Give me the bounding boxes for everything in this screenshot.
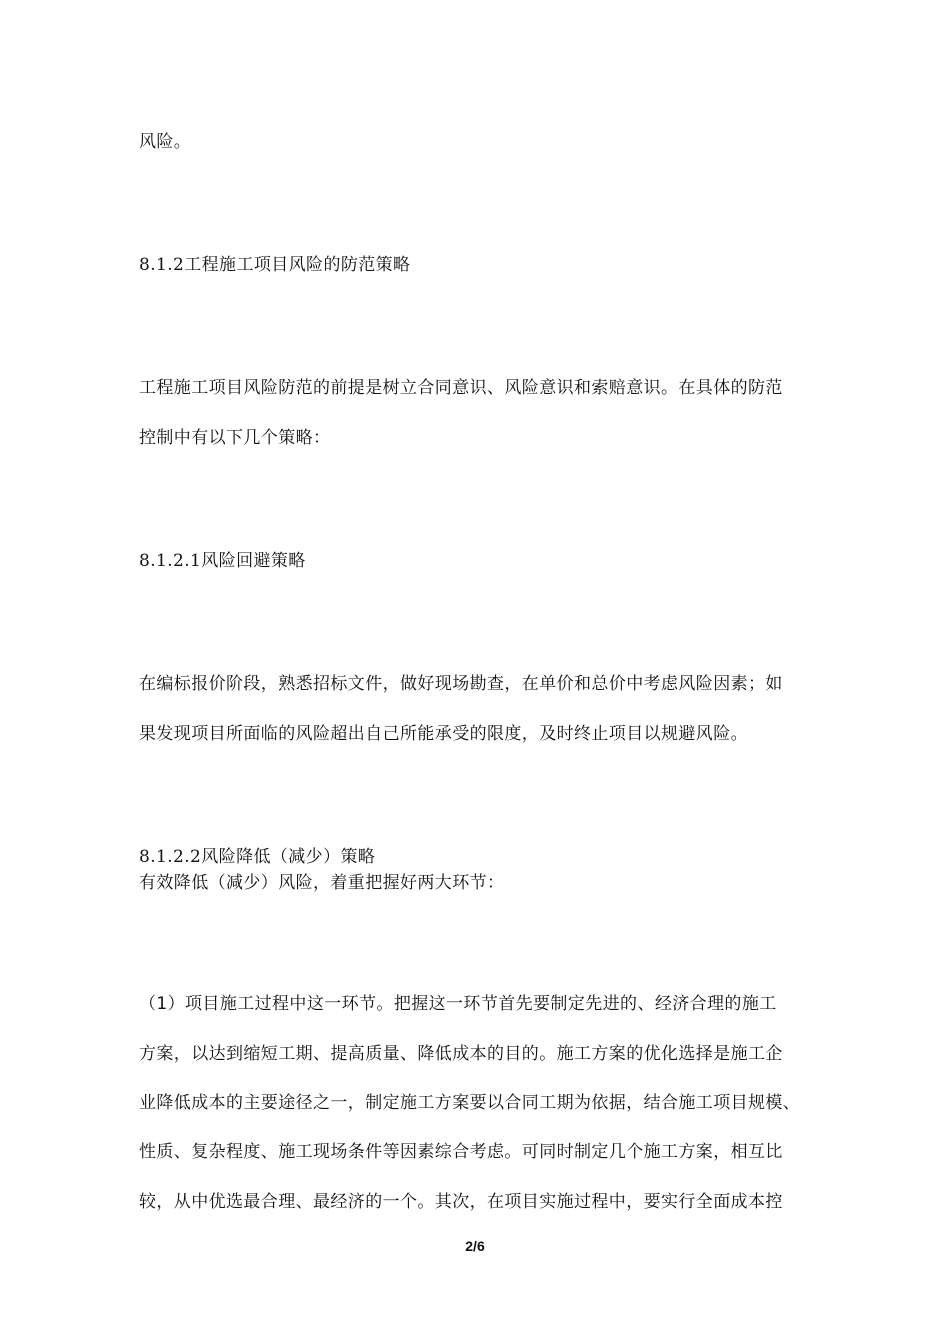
paragraph-line: （1）项目施工过程中这一环节。把握这一环节首先要制定先进的、经济合理的施工 (139, 994, 777, 1014)
paragraph-line: 较，从中优选最合理、最经济的一个。其次，在项目实施过程中，要实行全面成本控 (139, 1192, 783, 1212)
paragraph-line: 果发现项目所面临的风险超出自己所能承受的限度，及时终止项目以规避风险。 (139, 724, 748, 744)
paragraph-line: 性质、复杂程度、施工现场条件等因素综合考虑。可同时制定几个施工方案，相互比 (139, 1142, 783, 1162)
section-heading: 8.1.2工程施工项目风险的防范策略 (139, 255, 411, 275)
section-heading: 8.1.2.2风险降低（减少）策略 (139, 847, 376, 867)
paragraph-line: 方案，以达到缩短工期、提高质量、降低成本的目的。施工方案的优化选择是施工企 (139, 1044, 783, 1064)
paragraph-line: 控制中有以下几个策略： (139, 428, 331, 448)
page-number: 2/6 (465, 1238, 485, 1254)
section-heading: 8.1.2.1风险回避策略 (139, 551, 306, 571)
paragraph-line: 业降低成本的主要途径之一，制定施工方案要以合同工期为依据，结合施工项目规模、 (139, 1093, 801, 1113)
paragraph-line: 在编标报价阶段，熟悉招标文件，做好现场勘查，在单价和总价中考虑风险因素；如 (139, 674, 783, 694)
paragraph-line: 工程施工项目风险防范的前提是树立合同意识、风险意识和索赔意识。在具体的防范 (139, 378, 783, 398)
paragraph-line: 有效降低（减少）风险，着重把握好两大环节： (139, 873, 505, 893)
paragraph-line: 风险。 (139, 132, 192, 152)
